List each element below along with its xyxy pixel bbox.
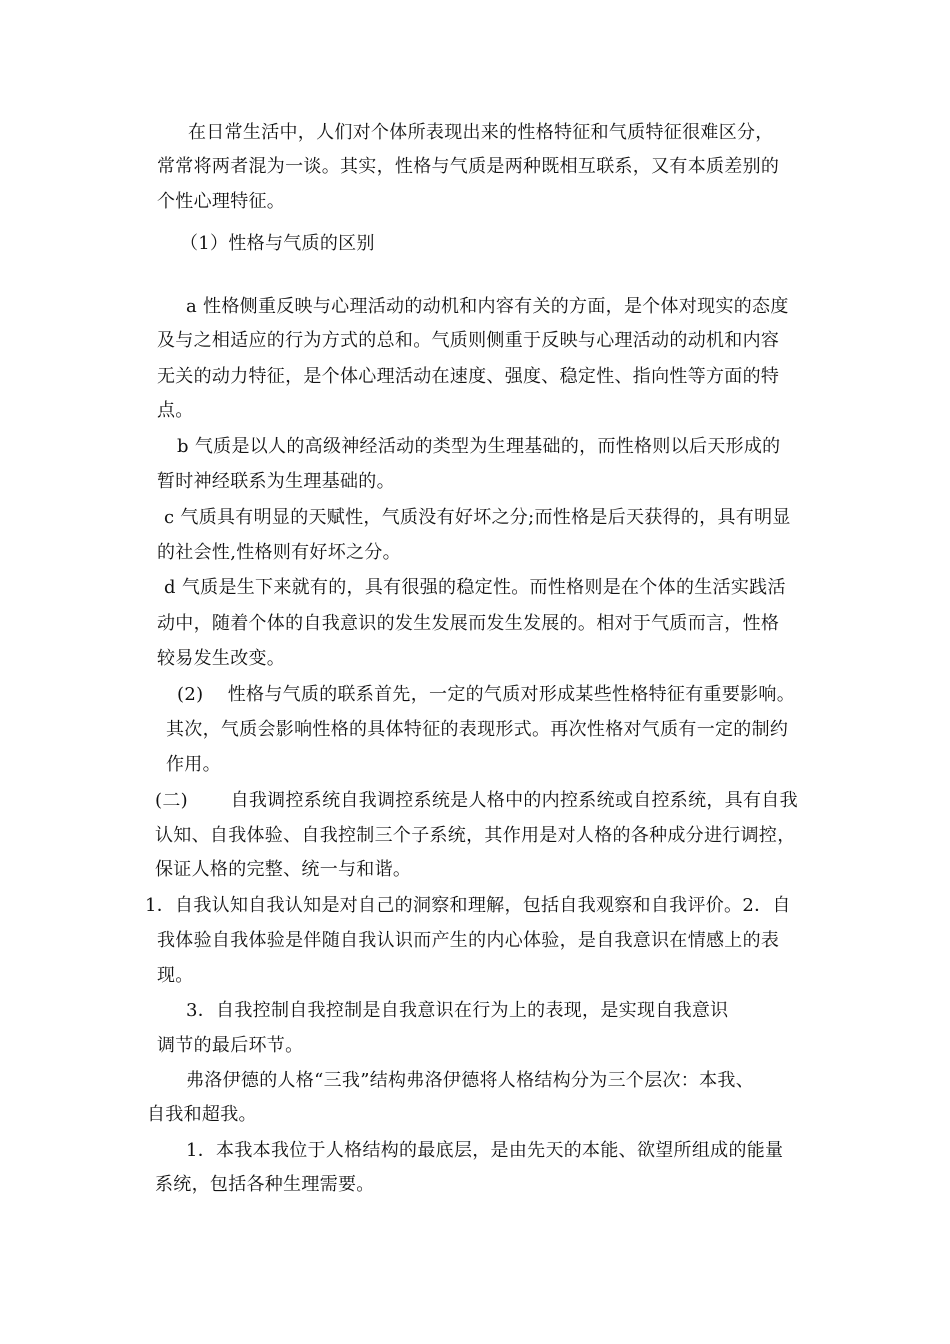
text-line: d 气质是生下来就有的，具有很强的稳定性。而性格则是在个体的生活实践活 bbox=[164, 577, 786, 598]
text-line: 系统，包括各种生理需要。 bbox=[155, 1174, 375, 1195]
text-line: 及与之相适应的行为方式的总和。气质则侧重于反映与心理活动的动机和内容 bbox=[157, 330, 780, 351]
text-line: 1．本我本我位于人格结构的最底层，是由先天的本能、欲望所组成的能量 bbox=[186, 1140, 784, 1161]
text-line: 自我和超我。 bbox=[147, 1104, 257, 1125]
text-line: a 性格侧重反映与心理活动的动机和内容有关的方面，是个体对现实的态度 bbox=[186, 296, 789, 317]
text-line: 1．自我认知自我认知是对自己的洞察和理解，包括自我观察和自我评价。2．自 bbox=[145, 895, 791, 916]
text-line: 保证人格的完整、统一与和谐。 bbox=[155, 859, 412, 880]
text-line: 调节的最后环节。 bbox=[157, 1035, 304, 1056]
text-line: 暂时神经联系为生理基础的。 bbox=[157, 471, 395, 492]
text-line: 作用。 bbox=[166, 754, 221, 775]
text-line: 在日常生活中，人们对个体所表现出来的性格特征和气质特征很难区分， bbox=[188, 122, 774, 143]
text-line: 无关的动力特征，是个体心理活动在速度、强度、稳定性、指向性等方面的特 bbox=[157, 366, 780, 387]
text-line: 其次，气质会影响性格的具体特征的表现形式。再次性格对气质有一定的制约 bbox=[166, 719, 789, 740]
text-line: 点。 bbox=[157, 400, 194, 421]
text-line: 较易发生改变。 bbox=[157, 648, 286, 669]
text-line: 动中，随着个体的自我意识的发生发展而发生发展的。相对于气质而言，性格 bbox=[157, 613, 780, 634]
text-line: 常常将两者混为一谈。其实，性格与气质是两种既相互联系，又有本质差别的 bbox=[157, 156, 780, 177]
text-line: (2) 性格与气质的联系首先，一定的气质对形成某些性格特征有重要影响。 bbox=[177, 684, 796, 705]
text-line: 弗洛伊德的人格“三我”结构弗洛伊德将人格结构分为三个层次：本我、 bbox=[186, 1070, 755, 1091]
text-line: 我体验自我体验是伴随自我认识而产生的内心体验，是自我意识在情感上的表 bbox=[157, 930, 780, 951]
text-line: (二) 自我调控系统自我调控系统是人格中的内控系统或自控系统，具有自我 bbox=[155, 790, 798, 811]
text-line: c 气质具有明显的天赋性，气质没有好坏之分;而性格是后天获得的，具有明显 bbox=[164, 507, 791, 528]
text-line: 的社会性,性格则有好坏之分。 bbox=[157, 542, 401, 563]
text-line: b 气质是以人的高级神经活动的类型为生理基础的，而性格则以后天形成的 bbox=[177, 436, 781, 457]
section-heading: （1）性格与气质的区别 bbox=[180, 233, 375, 254]
text-line: 个性心理特征。 bbox=[157, 191, 286, 212]
text-line: 3．自我控制自我控制是自我意识在行为上的表现，是实现自我意识 bbox=[186, 1000, 729, 1021]
text-line: 现。 bbox=[157, 965, 194, 986]
text-line: 认知、自我体验、自我控制三个子系统，其作用是对人格的各种成分进行调控， bbox=[155, 825, 796, 846]
